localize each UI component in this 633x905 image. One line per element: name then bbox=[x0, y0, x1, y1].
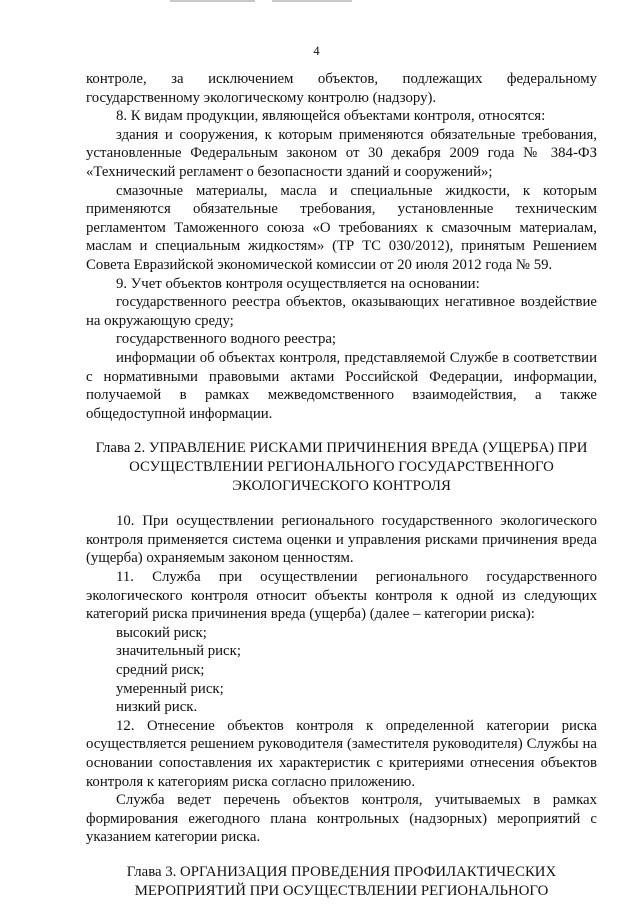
document-body bbox=[86, 70, 597, 901]
paragraph-item-8: 8. К видам продукции, являющейся объектами контроля, относятся: bbox=[116, 108, 546, 125]
paragraph-item-12: 12. Отнесение объектов контроля к определенной категории риска осуществляется решением руководителя (заместителя руководителя) Службы на основании сопоставления их характеристик с критериями отнесения объектов контроля к категориям риска согласно приложению. bbox=[86, 717, 597, 790]
paragraph-continuation: контроле, за исключением объектов, подлежащих федеральному государственному экологическому контролю (надзору). bbox=[86, 71, 597, 106]
paragraph-object-list: Служба ведет перечень объектов контроля, учитываемых в рамках формирования ежегодного плана контрольных (надзорных) мероприятий с указанием категории риска. bbox=[86, 792, 597, 846]
list-item-low-risk: низкий риск. bbox=[116, 699, 198, 716]
paragraph-information: информации об объектах контроля, представляемой Службе в соответствии с нормативными правовыми актами Российской Федерации, информации, получаемой в рамках межведомственного взаимодействия, а также общедоступной информации. bbox=[86, 349, 597, 422]
paragraph-lubricants: смазочные материалы, масла и специальные жидкости, к которым применяются обязательные требования, установленные техническим регламентом Таможенного союза «О требованиях к смазочным материалам, маслам и специальным жидкостям» (ТР ТС 030/2012), принятым Решением Совета Евразийской экономической комиссии от 20 июля 2012 года № 59. bbox=[86, 182, 597, 273]
top-edge-line-right bbox=[272, 0, 352, 2]
paragraph-water-registry: государственного водного реестра; bbox=[116, 331, 337, 348]
paragraph-item-10: 10. При осуществлении регионального государственного экологического контроля применяется система оценки и управления рисками причинения вреда (ущерба) охраняемым законом ценностям. bbox=[86, 513, 597, 567]
paragraph-item-11: 11. Служба при осуществлении регионального государственного экологического контроля относит объекты контроля к одной из следующих категорий риска причинения вреда (ущерба) (далее – категории риска): bbox=[86, 569, 597, 623]
paragraph-state-registry: государственного реестра объектов, оказывающих негативное воздействие на окружающую среду; bbox=[86, 294, 597, 329]
top-edge-line-left bbox=[170, 0, 255, 2]
list-item-significant-risk: значительный риск; bbox=[116, 643, 241, 660]
chapter-2-heading: Глава 2. УПРАВЛЕНИЕ РИСКАМИ ПРИЧИНЕНИЯ ВРЕДА (УЩЕРБА) ПРИ ОСУЩЕСТВЛЕНИИ РЕГИОНАЛЬНОГО ГОСУДАРСТВЕННОГО ЭКОЛОГИЧЕСКОГО КОНТРОЛЯ bbox=[95, 440, 588, 495]
list-item-moderate-risk: умеренный риск; bbox=[116, 680, 224, 697]
list-item-high-risk: высокий риск; bbox=[116, 624, 207, 641]
page-number: 4 bbox=[313, 44, 320, 58]
list-item-medium-risk: средний риск; bbox=[116, 662, 205, 679]
chapter-3-heading: Глава 3. ОРГАНИЗАЦИЯ ПРОВЕДЕНИЯ ПРОФИЛАКТИЧЕСКИХ МЕРОПРИЯТИЙ ПРИ ОСУЩЕСТВЛЕНИИ РЕГИОНАЛЬНОГО bbox=[126, 863, 557, 899]
paragraph-item-9: 9. Учет объектов контроля осуществляется на основании: bbox=[116, 275, 480, 292]
paragraph-buildings: здания и сооружения, к которым применяются обязательные требования, установленные Федеральным законом от 30 декабря 2009 года № 384-ФЗ «Технический регламент о безопасности зданий и сооружений»; bbox=[86, 126, 597, 180]
